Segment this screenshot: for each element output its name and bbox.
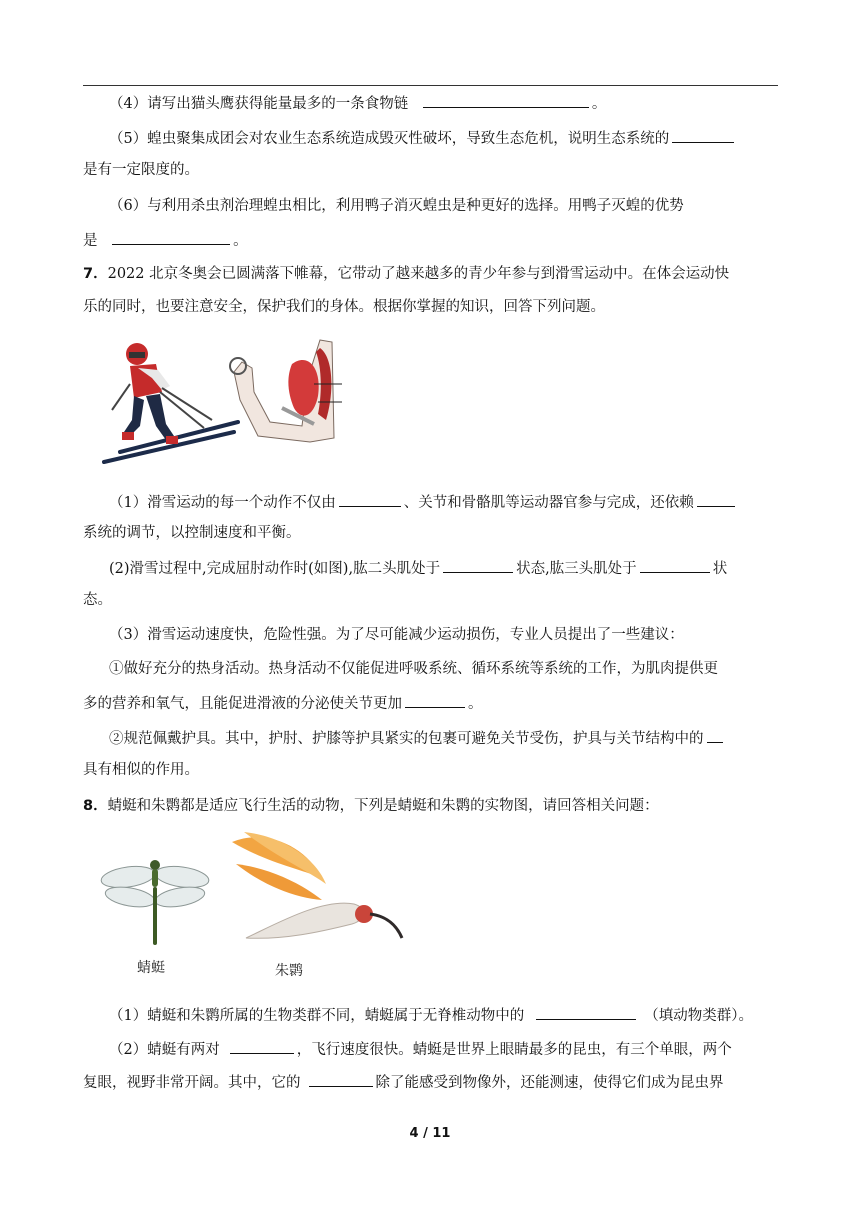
- q7-part1: [109, 491, 809, 513]
- q7-intro-1: [83, 264, 783, 284]
- page-number: 4 / 11: [409, 1126, 451, 1141]
- question-number: 8．: [83, 798, 108, 814]
- q6-part4: [109, 92, 809, 114]
- q8-part2-a: （2）蜻蜓有两对: [109, 1042, 220, 1058]
- skier-illustration: [100, 340, 242, 472]
- q6-part4-end: 。: [591, 96, 607, 112]
- q7-part1-b: 、关节和骨骼肌等运动器官参与完成，还依赖: [403, 495, 694, 511]
- answer-blank[interactable]: [707, 727, 723, 743]
- q7-part1-cont: 系统的调节，以控制速度和平衡。: [83, 525, 301, 541]
- q7-suggestion1-end: 。: [468, 696, 483, 712]
- answer-blank[interactable]: [697, 491, 735, 507]
- q7-part2-b: 状态,肱三头肌处于: [516, 561, 637, 577]
- answer-blank[interactable]: [443, 557, 513, 573]
- q6-part6: （6）与利用杀虫剂治理蝗虫相比，利用鸭子消灭蝗虫是种更好的选择。用鸭子灭蝗的优势: [109, 198, 684, 214]
- q7-suggestion1-b: 多的营养和氧气，且能促进滑液的分泌使关节更加: [83, 696, 402, 712]
- label-dragonfly: 蜻蜓: [137, 960, 165, 976]
- q7-suggestion2-a: ②规范佩戴护具。其中，护肘、护膝等护具紧实的包裹可避免关节受伤，护具与关节结构中的: [109, 731, 704, 747]
- label-ibis: 朱鹮: [275, 963, 303, 979]
- answer-blank[interactable]: [405, 692, 465, 708]
- dragonfly-photo: [100, 853, 210, 949]
- header-rule: [83, 85, 778, 86]
- q6-part6-start: 是: [83, 233, 98, 249]
- q8-part2-cont: [83, 1071, 783, 1093]
- q7-part2-c: 状: [712, 561, 728, 577]
- q7-suggestion2-cont: 具有相似的作用。: [83, 762, 199, 778]
- q8-intro: [83, 796, 783, 816]
- q6-part5-text: （5）蝗虫聚集成团会对农业生态系统造成毁灭性破坏，导致生态危机，说明生态系统的: [109, 131, 670, 147]
- q6-part6-end: 。: [233, 233, 248, 249]
- answer-blank[interactable]: [423, 92, 589, 108]
- q8-part2: [109, 1038, 809, 1060]
- q6-part6-cont: [83, 229, 783, 251]
- q6-part5-cont: 是有一定限度的。: [83, 162, 199, 178]
- q6-part5: [109, 127, 809, 149]
- question-number: 7．: [83, 266, 108, 282]
- q6-part4-text: （4）请写出猫头鹰获得能量最多的一条食物链: [109, 96, 409, 112]
- answer-blank[interactable]: [112, 229, 230, 245]
- q7-intro-text: 2022 北京冬奥会已圆满落下帷幕，它带动了越来越多的青少年参与到滑雪运动中。在体会运动快: [107, 266, 730, 282]
- answer-blank[interactable]: [339, 491, 401, 507]
- q7-part2: [109, 557, 809, 579]
- q7-part1-a: （1）滑雪运动的每一个动作不仅由: [109, 495, 336, 511]
- q8-part1-a: （1）蜻蜓和朱鹮所属的生物类群不同，蜻蜓属于无脊椎动物中的: [109, 1008, 525, 1024]
- q8-part1-b: （填动物类群）。: [644, 1008, 753, 1024]
- answer-blank[interactable]: [230, 1038, 294, 1054]
- q7-suggestion1: ①做好充分的热身活动。热身活动不仅能促进呼吸系统、循环系统等系统的工作，为肌肉提供更: [109, 661, 718, 677]
- q8-part2-c: 复眼，视野非常开阔。其中，它的: [83, 1075, 301, 1091]
- q7-part3: （3）滑雪运动速度快，危险性强。为了尽可能减少运动损伤，专业人员提出了一些建议：: [109, 627, 684, 643]
- q7-part2-a: (2)滑雪过程中,完成屈肘动作时(如图),肱二头肌处于: [109, 561, 441, 577]
- answer-blank[interactable]: [536, 1004, 636, 1020]
- answer-blank[interactable]: [640, 557, 710, 573]
- q8-part1: [109, 1004, 809, 1026]
- q8-part2-d: 除了能感受到物像外，还能测速，使得它们成为昆虫界: [375, 1075, 724, 1091]
- answer-blank[interactable]: [309, 1071, 373, 1087]
- ibis-photo: [226, 828, 404, 950]
- q7-suggestion2: [109, 727, 809, 749]
- q7-suggestion1-cont: [83, 692, 783, 714]
- arm-muscle-diagram: [222, 338, 344, 446]
- answer-blank[interactable]: [672, 127, 734, 143]
- q8-intro-text: 蜻蜓和朱鹮都是适应飞行生活的动物，下列是蜻蜓和朱鹮的实物图，请回答相关问题：: [107, 798, 659, 814]
- q7-intro-2: 乐的同时，也要注意安全，保护我们的身体。根据你掌握的知识，回答下列问题。: [83, 299, 605, 315]
- q7-part2-cont: 态。: [83, 592, 112, 608]
- q8-part2-b: ，飞行速度很快。蜻蜓是世界上眼睛最多的昆虫，有三个单眼，两个: [296, 1042, 732, 1058]
